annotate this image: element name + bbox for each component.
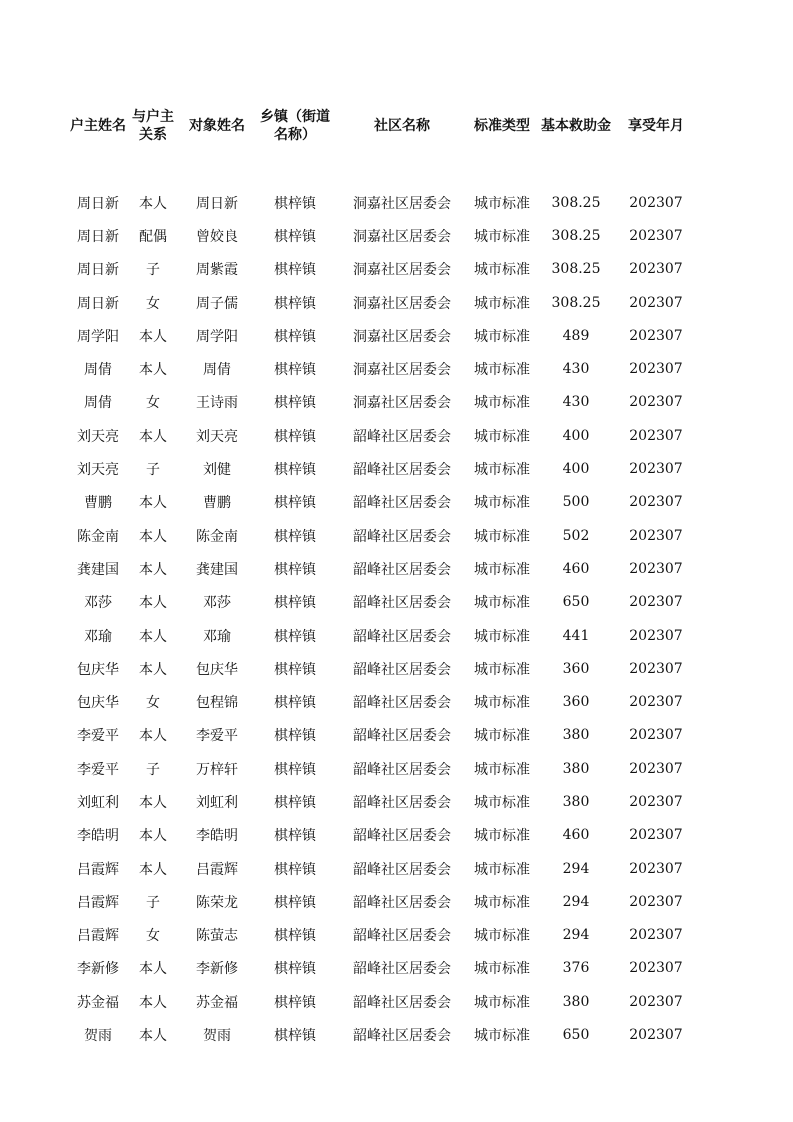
cell-period: 202307 — [629, 760, 683, 777]
cell-township: 棋梓镇 — [274, 861, 316, 878]
cell-relation: 本人 — [139, 195, 167, 212]
cell-relation: 本人 — [139, 328, 167, 345]
header-spacer — [66, 146, 692, 186]
table-header — [66, 106, 692, 186]
cell-standard-type: 城市标准 — [474, 462, 530, 479]
cell-standard-type: 城市标准 — [474, 362, 530, 379]
cell-basic-aid: 380 — [562, 993, 590, 1010]
cell-basic-aid: 360 — [562, 694, 590, 711]
table-row — [66, 186, 692, 219]
cell-standard-type: 城市标准 — [474, 195, 530, 212]
cell-community: 韶峰社区居委会 — [353, 761, 451, 778]
cell-basic-aid: 500 — [562, 494, 590, 511]
table-row — [66, 619, 692, 652]
cell-period: 202307 — [629, 960, 683, 977]
cell-standard-type: 城市标准 — [474, 528, 530, 545]
cell-period: 202307 — [629, 394, 683, 411]
cell-period: 202307 — [629, 594, 683, 611]
cell-township: 棋梓镇 — [274, 462, 316, 479]
cell-period: 202307 — [629, 660, 683, 677]
table-row — [66, 719, 692, 752]
cell-township: 棋梓镇 — [274, 228, 316, 245]
cell-household-head: 龚建国 — [77, 561, 119, 578]
cell-household-head: 李爱平 — [77, 728, 119, 745]
cell-period: 202307 — [629, 927, 683, 944]
cell-township: 棋梓镇 — [274, 928, 316, 945]
table-row — [66, 652, 692, 685]
cell-standard-type: 城市标准 — [474, 495, 530, 512]
cell-township: 棋梓镇 — [274, 1028, 316, 1045]
cell-standard-type: 城市标准 — [474, 695, 530, 712]
cell-household-head: 李新修 — [77, 961, 119, 978]
cell-standard-type: 城市标准 — [474, 1028, 530, 1045]
header-basic-aid: 基本救助金 — [541, 118, 611, 134]
cell-community: 韶峰社区居委会 — [353, 994, 451, 1011]
cell-recipient-name: 邓瑜 — [203, 628, 231, 645]
cell-community: 韶峰社区居委会 — [353, 728, 451, 745]
cell-basic-aid: 294 — [562, 927, 590, 944]
cell-household-head: 邓莎 — [84, 595, 112, 612]
cell-period: 202307 — [629, 327, 683, 344]
table-row — [66, 785, 692, 818]
cell-relation: 子 — [146, 894, 160, 911]
cell-basic-aid: 430 — [562, 361, 590, 378]
cell-standard-type: 城市标准 — [474, 395, 530, 412]
cell-community: 洞嘉社区居委会 — [353, 228, 451, 245]
cell-standard-type: 城市标准 — [474, 262, 530, 279]
table-row — [66, 319, 692, 352]
cell-period: 202307 — [629, 227, 683, 244]
cell-basic-aid: 441 — [562, 627, 590, 644]
header-relation: 与户主关系 — [132, 109, 174, 143]
cell-standard-type: 城市标准 — [474, 994, 530, 1011]
cell-basic-aid: 502 — [562, 527, 590, 544]
cell-recipient-name: 刘虹利 — [196, 794, 238, 811]
cell-basic-aid: 650 — [562, 594, 590, 611]
cell-standard-type: 城市标准 — [474, 728, 530, 745]
header-township: 乡镇（街道名称） — [260, 109, 330, 143]
cell-household-head: 贺雨 — [84, 1028, 112, 1045]
cell-recipient-name: 邓莎 — [203, 595, 231, 612]
cell-basic-aid: 460 — [562, 560, 590, 577]
table-row — [66, 885, 692, 918]
cell-community: 韶峰社区居委会 — [353, 628, 451, 645]
cell-basic-aid: 308.25 — [551, 261, 601, 278]
cell-recipient-name: 周学阳 — [196, 328, 238, 345]
cell-recipient-name: 陈荣龙 — [196, 894, 238, 911]
table-row — [66, 219, 692, 252]
table-row — [66, 286, 692, 319]
cell-standard-type: 城市标准 — [474, 628, 530, 645]
cell-standard-type: 城市标准 — [474, 861, 530, 878]
cell-period: 202307 — [629, 427, 683, 444]
cell-recipient-name: 包程锦 — [196, 695, 238, 712]
table-row — [66, 486, 692, 519]
cell-community: 韶峰社区居委会 — [353, 462, 451, 479]
cell-basic-aid: 650 — [562, 1027, 590, 1044]
cell-basic-aid: 430 — [562, 394, 590, 411]
cell-township: 棋梓镇 — [274, 794, 316, 811]
cell-period: 202307 — [629, 194, 683, 211]
cell-household-head: 吕霞辉 — [77, 861, 119, 878]
cell-recipient-name: 周子儒 — [196, 295, 238, 312]
cell-township: 棋梓镇 — [274, 295, 316, 312]
cell-community: 洞嘉社区居委会 — [353, 195, 451, 212]
cell-community: 韶峰社区居委会 — [353, 495, 451, 512]
header-period: 享受年月 — [628, 118, 684, 134]
cell-household-head: 周日新 — [77, 262, 119, 279]
cell-basic-aid: 380 — [562, 793, 590, 810]
cell-relation: 本人 — [139, 828, 167, 845]
cell-community: 韶峰社区居委会 — [353, 428, 451, 445]
cell-period: 202307 — [629, 694, 683, 711]
cell-community: 韶峰社区居委会 — [353, 528, 451, 545]
cell-household-head: 包庆华 — [77, 695, 119, 712]
header-community: 社区名称 — [374, 118, 430, 134]
cell-community: 洞嘉社区居委会 — [353, 262, 451, 279]
cell-township: 棋梓镇 — [274, 728, 316, 745]
cell-standard-type: 城市标准 — [474, 661, 530, 678]
cell-community: 韶峰社区居委会 — [353, 794, 451, 811]
cell-household-head: 周日新 — [77, 295, 119, 312]
table-row — [66, 952, 692, 985]
cell-township: 棋梓镇 — [274, 628, 316, 645]
table-row — [66, 586, 692, 619]
cell-recipient-name: 刘天亮 — [196, 428, 238, 445]
cell-standard-type: 城市标准 — [474, 961, 530, 978]
table-row — [66, 985, 692, 1018]
table-row — [66, 452, 692, 485]
cell-basic-aid: 380 — [562, 760, 590, 777]
cell-household-head: 李爱平 — [77, 761, 119, 778]
cell-relation: 女 — [146, 928, 160, 945]
table-row — [66, 352, 692, 385]
cell-community: 韶峰社区居委会 — [353, 595, 451, 612]
cell-relation: 本人 — [139, 728, 167, 745]
cell-relation: 本人 — [139, 794, 167, 811]
table-row — [66, 419, 692, 452]
cell-recipient-name: 李皓明 — [196, 828, 238, 845]
cell-township: 棋梓镇 — [274, 761, 316, 778]
cell-basic-aid: 308.25 — [551, 194, 601, 211]
cell-period: 202307 — [629, 793, 683, 810]
cell-basic-aid: 294 — [562, 860, 590, 877]
cell-community: 韶峰社区居委会 — [353, 561, 451, 578]
cell-standard-type: 城市标准 — [474, 228, 530, 245]
cell-recipient-name: 龚建国 — [196, 561, 238, 578]
cell-relation: 女 — [146, 695, 160, 712]
cell-relation: 本人 — [139, 362, 167, 379]
cell-community: 洞嘉社区居委会 — [353, 362, 451, 379]
cell-relation: 本人 — [139, 428, 167, 445]
cell-township: 棋梓镇 — [274, 894, 316, 911]
cell-recipient-name: 陈萤志 — [196, 928, 238, 945]
cell-recipient-name: 周倩 — [203, 362, 231, 379]
cell-relation: 本人 — [139, 561, 167, 578]
cell-community: 洞嘉社区居委会 — [353, 328, 451, 345]
cell-period: 202307 — [629, 560, 683, 577]
table-row — [66, 1018, 692, 1051]
header-recipient-name: 对象姓名 — [189, 118, 245, 134]
cell-household-head: 刘天亮 — [77, 428, 119, 445]
cell-relation: 子 — [146, 462, 160, 479]
header-household-head: 户主姓名 — [70, 118, 126, 134]
cell-period: 202307 — [629, 494, 683, 511]
cell-recipient-name: 周日新 — [196, 195, 238, 212]
cell-recipient-name: 李新修 — [196, 961, 238, 978]
cell-relation: 女 — [146, 395, 160, 412]
cell-township: 棋梓镇 — [274, 961, 316, 978]
cell-township: 棋梓镇 — [274, 595, 316, 612]
cell-community: 韶峰社区居委会 — [353, 894, 451, 911]
cell-period: 202307 — [629, 860, 683, 877]
cell-relation: 本人 — [139, 861, 167, 878]
cell-relation: 本人 — [139, 528, 167, 545]
cell-standard-type: 城市标准 — [474, 595, 530, 612]
cell-recipient-name: 周紫霞 — [196, 262, 238, 279]
table-row — [66, 919, 692, 952]
cell-township: 棋梓镇 — [274, 528, 316, 545]
cell-period: 202307 — [629, 361, 683, 378]
cell-period: 202307 — [629, 261, 683, 278]
cell-period: 202307 — [629, 627, 683, 644]
table-row — [66, 552, 692, 585]
table-row — [66, 819, 692, 852]
cell-community: 洞嘉社区居委会 — [353, 395, 451, 412]
table-row — [66, 685, 692, 718]
cell-standard-type: 城市标准 — [474, 894, 530, 911]
cell-basic-aid: 308.25 — [551, 227, 601, 244]
cell-period: 202307 — [629, 294, 683, 311]
cell-basic-aid: 308.25 — [551, 294, 601, 311]
table-row — [66, 852, 692, 885]
cell-basic-aid: 400 — [562, 461, 590, 478]
cell-household-head: 周学阳 — [77, 328, 119, 345]
header-row — [66, 106, 692, 146]
cell-period: 202307 — [629, 827, 683, 844]
header-standard-type: 标准类型 — [474, 118, 530, 134]
cell-household-head: 包庆华 — [77, 661, 119, 678]
cell-basic-aid: 489 — [562, 327, 590, 344]
cell-recipient-name: 李爱平 — [196, 728, 238, 745]
cell-recipient-name: 曹鹏 — [203, 495, 231, 512]
cell-relation: 本人 — [139, 595, 167, 612]
cell-household-head: 周日新 — [77, 228, 119, 245]
cell-township: 棋梓镇 — [274, 362, 316, 379]
cell-community: 韶峰社区居委会 — [353, 928, 451, 945]
cell-household-head: 陈金南 — [77, 528, 119, 545]
cell-township: 棋梓镇 — [274, 262, 316, 279]
cell-household-head: 李皓明 — [77, 828, 119, 845]
cell-township: 棋梓镇 — [274, 495, 316, 512]
cell-township: 棋梓镇 — [274, 695, 316, 712]
cell-recipient-name: 苏金福 — [196, 994, 238, 1011]
cell-recipient-name: 万梓轩 — [196, 761, 238, 778]
cell-period: 202307 — [629, 1027, 683, 1044]
cell-relation: 配偶 — [139, 228, 167, 245]
cell-relation: 子 — [146, 761, 160, 778]
table-body — [66, 186, 692, 1052]
cell-township: 棋梓镇 — [274, 828, 316, 845]
cell-township: 棋梓镇 — [274, 994, 316, 1011]
cell-period: 202307 — [629, 893, 683, 910]
cell-household-head: 刘虹利 — [77, 794, 119, 811]
cell-recipient-name: 王诗雨 — [196, 395, 238, 412]
cell-standard-type: 城市标准 — [474, 328, 530, 345]
cell-community: 韶峰社区居委会 — [353, 861, 451, 878]
cell-standard-type: 城市标准 — [474, 794, 530, 811]
cell-relation: 本人 — [139, 628, 167, 645]
cell-standard-type: 城市标准 — [474, 828, 530, 845]
cell-relation: 本人 — [139, 1028, 167, 1045]
cell-community: 韶峰社区居委会 — [353, 1028, 451, 1045]
cell-community: 韶峰社区居委会 — [353, 828, 451, 845]
cell-relation: 本人 — [139, 495, 167, 512]
cell-household-head: 周日新 — [77, 195, 119, 212]
cell-standard-type: 城市标准 — [474, 561, 530, 578]
cell-basic-aid: 376 — [562, 960, 590, 977]
cell-period: 202307 — [629, 993, 683, 1010]
cell-household-head: 邓瑜 — [84, 628, 112, 645]
cell-period: 202307 — [629, 527, 683, 544]
cell-township: 棋梓镇 — [274, 328, 316, 345]
cell-relation: 本人 — [139, 661, 167, 678]
cell-community: 韶峰社区居委会 — [353, 695, 451, 712]
cell-household-head: 周倩 — [84, 362, 112, 379]
cell-township: 棋梓镇 — [274, 428, 316, 445]
cell-basic-aid: 360 — [562, 660, 590, 677]
cell-community: 韶峰社区居委会 — [353, 661, 451, 678]
cell-township: 棋梓镇 — [274, 195, 316, 212]
cell-basic-aid: 294 — [562, 893, 590, 910]
cell-household-head: 吕霞辉 — [77, 928, 119, 945]
table-row — [66, 253, 692, 286]
cell-household-head: 曹鹏 — [84, 495, 112, 512]
table-row — [66, 386, 692, 419]
cell-basic-aid: 460 — [562, 827, 590, 844]
cell-household-head: 苏金福 — [77, 994, 119, 1011]
cell-recipient-name: 包庆华 — [196, 661, 238, 678]
cell-basic-aid: 400 — [562, 427, 590, 444]
cell-recipient-name: 曾姣良 — [196, 228, 238, 245]
cell-relation: 本人 — [139, 961, 167, 978]
cell-period: 202307 — [629, 727, 683, 744]
cell-township: 棋梓镇 — [274, 661, 316, 678]
cell-household-head: 刘天亮 — [77, 462, 119, 479]
cell-household-head: 周倩 — [84, 395, 112, 412]
table-row — [66, 519, 692, 552]
cell-standard-type: 城市标准 — [474, 295, 530, 312]
cell-township: 棋梓镇 — [274, 561, 316, 578]
table-row — [66, 752, 692, 785]
cell-period: 202307 — [629, 461, 683, 478]
cell-recipient-name: 吕霞辉 — [196, 861, 238, 878]
cell-recipient-name: 贺雨 — [203, 1028, 231, 1045]
cell-standard-type: 城市标准 — [474, 428, 530, 445]
cell-standard-type: 城市标准 — [474, 761, 530, 778]
assistance-roster-table — [66, 106, 692, 1052]
cell-basic-aid: 380 — [562, 727, 590, 744]
cell-household-head: 吕霞辉 — [77, 894, 119, 911]
cell-recipient-name: 陈金南 — [196, 528, 238, 545]
cell-township: 棋梓镇 — [274, 395, 316, 412]
cell-recipient-name: 刘健 — [203, 462, 231, 479]
cell-relation: 子 — [146, 262, 160, 279]
cell-community: 洞嘉社区居委会 — [353, 295, 451, 312]
cell-relation: 本人 — [139, 994, 167, 1011]
cell-standard-type: 城市标准 — [474, 928, 530, 945]
cell-relation: 女 — [146, 295, 160, 312]
cell-community: 韶峰社区居委会 — [353, 961, 451, 978]
